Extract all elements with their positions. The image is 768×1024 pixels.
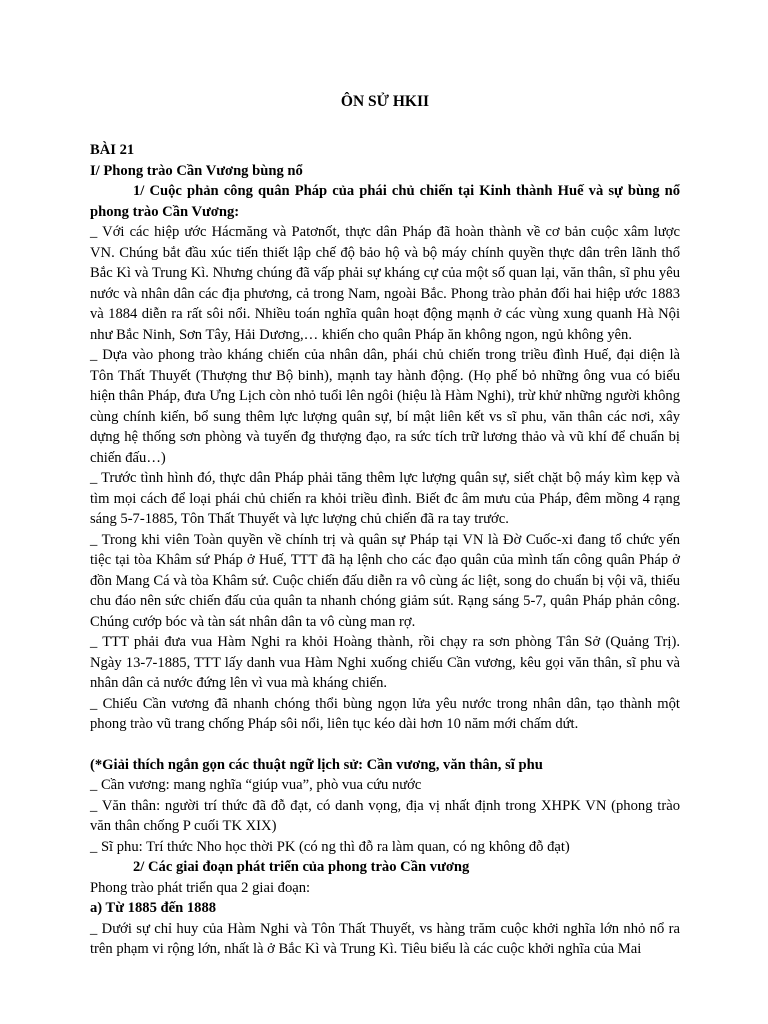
document-title: ÔN SỬ HKII — [340, 93, 430, 110]
paragraph-6: _ Chiếu Cần vương đã nhanh chóng thổi bùng ngọn lửa yêu nước trong nhân dân, tạo thành một phong trào vũ trang chống Pháp sôi nổi, liên tục kéo dài hơn 10 năm mới chấm dứt. — [90, 695, 680, 732]
paragraph-4: _ Trong khi viên Toàn quyền về chính trị và quân sự Pháp tại VN là Đờ Cuốc-xi đang tổ chức yến tiệc tại tòa Khâm sứ Pháp ở Huế, TTT đã hạ lệnh cho các đạo quân của mình tấn công quân Pháp ở đồn Mang Cá và tòa Khâm sứ. Cuộc chiến đấu diễn ra vô cùng ác liệt, song do chuẩn bị vội vã, thiếu chu đáo nên sức chiến đấu của quân ta nhanh chóng giảm sút. Rạng sáng 5-7, quân Pháp phản công. Chúng cướp bóc và tàn sát nhân dân ta vô cùng man rợ. — [90, 531, 680, 630]
phases-intro: Phong trào phát triển qua 2 giai đoạn: — [90, 879, 311, 896]
paragraph-3: _ Trước tình hình đó, thực dân Pháp phải tăng thêm lực lượng quân sự, siết chặt bộ máy kìm kẹp và tìm mọi cách để loại phái chủ chiến ra khỏi triều đình. Biết đc âm mưu của Pháp, đêm mồng 4 rạng sáng 5-7-1885, Tôn Thất Thuyết và lực lượng chủ chiến đã ra tay trước. — [90, 470, 680, 527]
term-can-vuong: _ Cần vương: mang nghĩa “giúp vua”, phò vua cứu nước — [90, 777, 422, 793]
phase-a-paragraph: _ Dưới sự chỉ huy của Hàm Nghi và Tôn Thất Thuyết, vs hàng trăm cuộc khởi nghĩa lớn nhỏ nổ ra trên phạm vi rộng lớn, nhất là ở Bắc Kì và Trung Kì. Tiêu biểu là các cuộc khởi nghĩa của Mai — [90, 920, 680, 957]
paragraph-5: _ TTT phải đưa vua Hàm Nghi ra khỏi Hoàng thành, rồi chạy ra sơn phòng Tân Sở (Quảng Trị). Ngày 13-7-1885, TTT lấy danh vua Hàm Nghi xuống chiếu Cần vương, kêu gọi văn thân, sĩ phu và nhân dân cả nước đứng lên vì vua mà kháng chiến. — [90, 634, 680, 691]
term-si-phu: _ Sĩ phu: Trí thức Nho học thời PK (có ng thì đỗ ra làm quan, có ng không đỗ đạt) — [90, 838, 570, 855]
paragraph-1: _ Với các hiệp ước Hácmăng và Patơnốt, thực dân Pháp đã hoàn thành về cơ bản cuộc xâm lược VN. Chúng bắt đầu xúc tiến thiết lập chế độ bảo hộ và bộ máy chính quyền thực dân trên lãnh thổ Bắc Kì và Trung Kì. Nhưng chúng đã vấp phải sự kháng cự của một số quan lại, văn thân, sĩ phu yêu nước và nhân dân các địa phương, cả trong Nam, ngoài Bắc. Phong trào phản đối hai hiệp ước 1883 và 1884 diễn ra rất sôi nổi. Nhiều toán nghĩa quân hoạt động mạnh ở các vùng xung quanh Hà Nội như Bắc Ninh, Sơn Tây, Hải Dương,… khiến cho quân Pháp ăn không ngon, ngủ không yên. — [90, 224, 680, 343]
spacer — [90, 735, 680, 755]
subsection-heading-2: 2/ Các giai đoạn phát triển của phong trào Cần vương — [133, 859, 470, 875]
phase-a-heading: a) Từ 1885 đến 1888 — [90, 900, 217, 916]
term-van-than: _ Văn thân: người trí thức đã đỗ đạt, có danh vọng, địa vị nhất định trong XHPK VN (phong trào văn thân chống P cuối TK XIX) — [90, 797, 680, 834]
section-heading-1: I/ Phong trào Cần Vương bùng nổ — [90, 162, 303, 179]
terms-heading: (*Giải thích ngắn gọn các thuật ngữ lịch sử: Cần vương, văn thân, sĩ phu — [90, 756, 543, 773]
paragraph-2: _ Dựa vào phong trào kháng chiến của nhân dân, phái chủ chiến trong triều đình Huế, đại diện là Tôn Thất Thuyết (Thượng thư Bộ binh), mạnh tay hành động. (Họ phế bỏ những ông vua có biểu hiện thân Pháp, đưa Ưng Lịch còn nhỏ tuổi lên ngôi (hiệu là Hàm Nghi), trừ khử những người không cùng chính kiến, bổ sung thêm lực lượng quân sự, bí mật liên kết vs sĩ phu, văn thân các nơi, xây dựng hệ thống sơn phòng và tuyến đg thượng đạo, ra sức tích trữ lương thảo và vũ khí để chuẩn bị chiến đấu…) — [90, 347, 680, 466]
document-body — [90, 92, 680, 960]
lesson-heading: BÀI 21 — [90, 142, 135, 158]
subsection-heading-1: 1/ Cuộc phản công quân Pháp của phái chủ chiến tại Kinh thành Huế và sự bùng nổ phong trào Cần Vương: — [90, 183, 680, 220]
